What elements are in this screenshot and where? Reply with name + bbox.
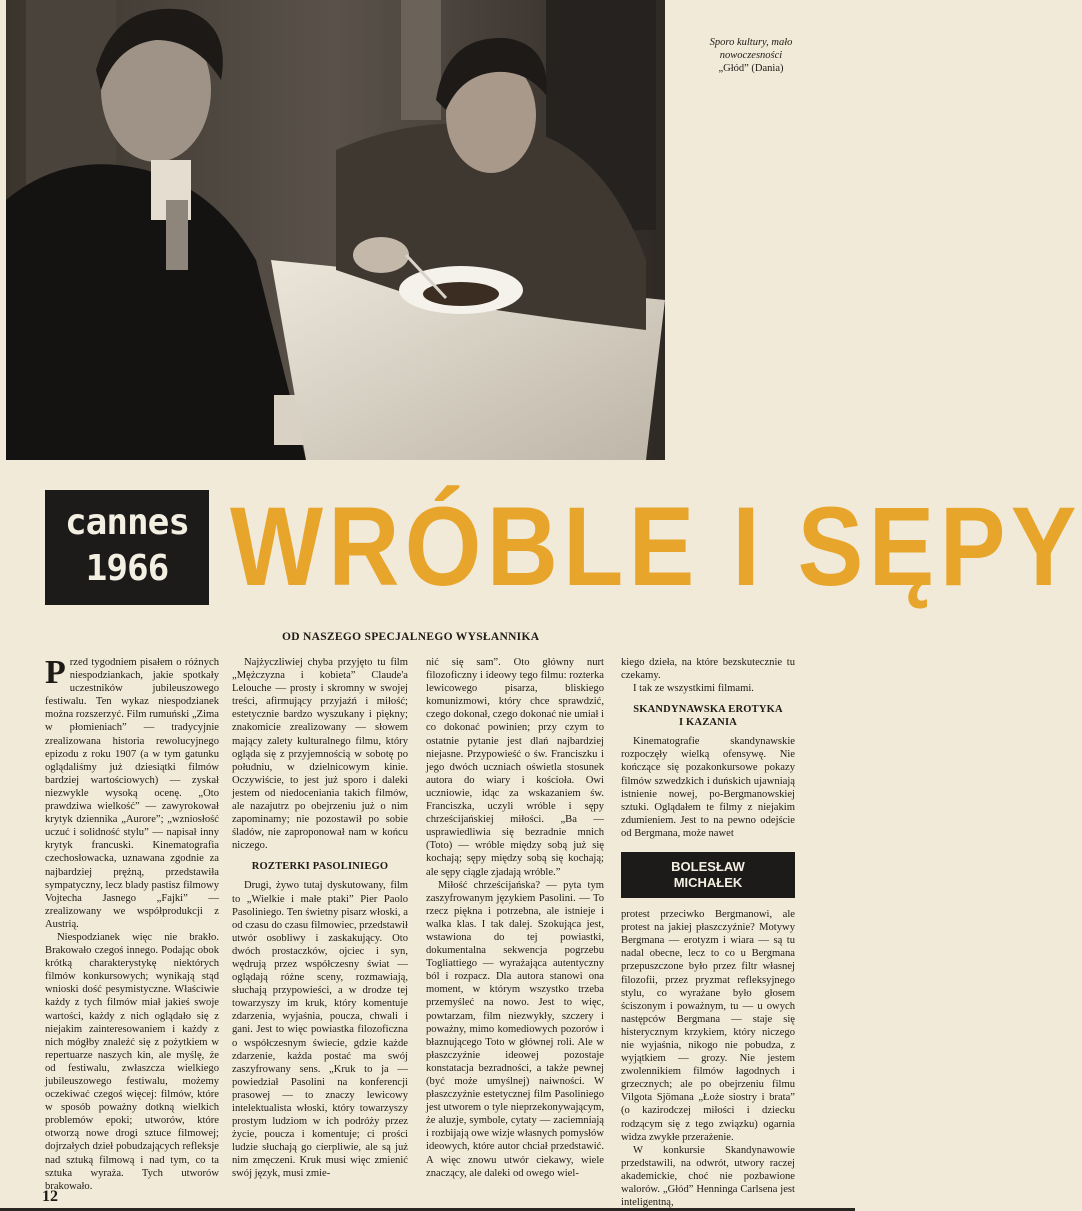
film-still-image — [6, 0, 665, 460]
paragraph-text: rzed tygodniem pisałem o różnych niespodziankach, jakie spotkały uczestników jubileuszowego festiwalu. Ten wykaz niespodzianek można rozszerzyć. Film rumuński „Zima w płomieniach” — tradycyjnie zrealizowana historia rewolucyjnego epizodu z roku 1907 (a w tym gatunku oglądaliśmy już dziesiątki filmów bardziej wartościowych) — zyskał niezwykle wysoką ocenę. „Oto prawdziwa wielkość” — zawyrokował krytyk dziennika „Aurore”; „wzniosłość uczuć i solidność stylu” — napisał inny krytyk francuski. Kinematografia czechosłowacka, uznawana zgodnie za najbardziej prężną, przedstawiła sympatyczny, lecz blady pastisz filmowy Vojtecha Jasnego „Fajki” — zrealizowany we współprodukcji z Austrią. — [45, 657, 219, 930]
paragraph: Drugi, żywo tutaj dyskutowany, film to „Wielkie i małe ptaki” Pier Paolo Pasoliniego. Ten świetny pisarz włoski, a od czasu do czasu filmowiec, przedstawił utwór osobliwy i zaskakujący. Oto dwóch prostaczków, ojciec i syn, wędrują przez współczesny świat — oglądają różne sceny, rozmawiają, słuchają przypowieści, a w drodze tej towarzyszy im kruk, który komentuje zdarzenia, wyjaśnia, poucza, chwali i gani. Jest to więc powiastka filozoficzna o współczesnym świecie, gdzie każde zdarzenie, każda postać ma swój zaszyfrowany sens. „Kruk to ja — powiedział Pasolini na konferencji prasowej — to znaczy lewicowy intelektualista włoski, który towarzyszy prostym ludziom w ich podróży przez życie, poucza i komentuje; ci prości ludzie słuchają go cierpliwie, ale są już nim zmęczeni. Kruk musi więc zmienić swój język, musi zmie- — [232, 880, 408, 1180]
author-byline — [621, 852, 795, 898]
page-number: 12 — [42, 1188, 58, 1205]
article-column-2 — [232, 656, 408, 1181]
headline-text: WRÓBLE I SĘPY — [230, 484, 1082, 609]
paragraph: I tak ze wszystkimi filmami. — [633, 683, 754, 695]
paragraph: protest przeciwko Bergmanowi, ale protest na jakiej płaszczyźnie? Motywy Bergmana — erotyzm i wiara — są tu nadal obecne, lecz to co u Bergmana przepuszczone było przez filtr własnej filozofii, przez pryzmat refleksyjnego stylu, co wyrażane było głosem ściszonym i poważnym, tu — u owych następców Bergmana — staje się histerycznym krzykiem, który niczego nie wyjaśnia, nikogo nie pobudza, z wyjątkiem — grozy. Nie jestem zwolennikiem filmów łagodnych i grzecznych; ale po obejrzeniu filmu Vilgota Sjömana „Łoże siostry i brata” (o kazirodczej miłości i dziecku rodzącym się z tego związku) ogarnia widza zwykłe przerażenie. — [621, 909, 795, 1143]
paragraph: Miłość chrześcijańska? — pyta tym zaszyfrowanym językiem Pasolini. — To rzecz piękna i potrzebna, ale istnieje i walka klas. I tak dalej. Szokująca jest, wstawiona do tej powiastki, dokumentalna sekwencja pogrzebu Togliattiego — wyrażająca autentyczny ból i rozpacz. Dla autora stanowi ona moment, w którym wszystko trzeba przemyśleć na nowo. Jest to więc, powtarzam, film niezwykły, szczery i poważny, mimo komediowych pozorów i błaznującego Toto w głównej roli. Ale w płaszczyźnie ideowej pozostaje konstatacja bezradności, a także pewnej (być może umyślnej) naiwności. W płaszczyźnie estetycznej film Pasoliniego jest utworem o tyle nieprzekonywającym, że aluzje, symbole, cytaty — zaciemniają i rozbijają owe wizje własnych pomysłów ideowych, które autor chciał przedstawić. A więc znowu utwór ciekawy, wiele znaczący, ale daleki od owego wiel- — [426, 879, 604, 1179]
film-still-photo — [6, 0, 665, 460]
section-heading — [621, 703, 795, 729]
section-heading: ROZTERKI PASOLINIEGO — [251, 861, 389, 873]
caption-line-1: Sporo kultury, mało — [709, 37, 793, 48]
section-heading-line-2: I KAZANIA — [678, 717, 738, 729]
section-heading-line-1: SKANDYNAWSKA EROTYKA — [633, 704, 783, 716]
paragraph: kiego dzieła, na które bezskutecznie tu czekamy. — [621, 657, 795, 682]
paragraph: Niespodzianek więc nie brakło. Brakowało czegoś innego. Podając obok krótką charakterystykę niektórych filmów konkursowych; wynikają stąd wnioski dość pesymistyczne. Właściwie każdy z tych filmów miał jakieś swoje wartości, każdy z nich oglądało się z niejakim zainteresowaniem i każdy z nich mógłby znaleźć się z pożytkiem w repertuarze naszych kin, ale myślę, że od festiwalu, zwłaszcza wielkiego jubileuszowego festiwalu, możemy oczekiwać czegoś więcej: filmów, które w sposób poważny dotkną wielkich problemów epoki; utworów, które otworzą nowe drogi sztuce filmowej; dojrzałych dzieł pobudzających refleksje nad sztuką filmową i nad tym, co ta sztuka wyraża. Tych utworów brakowało. — [45, 931, 219, 1192]
paragraph: Najżyczliwiej chyba przyjęto tu film „Mężczyzna i kobieta” Claude'a Lelouche — prosty i skromny w swojej treści, afirmujący przyjaźń i miłość; estetycznie bardzo wyszukany i piękny; znakomicie zrealizowany — słowem mający zalety kulturalnego filmu, który ogląda się z przyjemnością w sobotę po południu, w dzielnicowym kinie. Oczywiście, to jest już sporo i daleki jestem od niedoceniania takich filmów, ale nazajutrz po obejrzeniu już o nim zapominamy; nie pozostawił po sobie śladów, nie zaproponował nam w końcu niczego. — [232, 657, 408, 852]
subtitle: OD NASZEGO SPECJALNEGO WYSŁANNIKA — [282, 631, 540, 643]
article-column-1 — [45, 656, 219, 1193]
caption-line-3: „Głód” (Dania) — [718, 63, 784, 74]
kicker-line-2: 1966 — [85, 548, 169, 589]
paragraph: Kinematografie skandynawskie rozpoczęły wielką ofensywę. Nie kończące się pozakonkursowe pokazy filmów szwedzkich i duńskich ujawniają istnienie nowej, po-Bergmanowskiej sztuki. Oglądałem te filmy z niejakim zdumieniem. Jest to na pewno odejście od Bergmana, może nawet — [621, 736, 795, 839]
caption-line-2: nowoczesności — [719, 50, 783, 61]
cannes-1966-badge — [45, 490, 209, 605]
paragraph — [45, 656, 219, 931]
article-column-3 — [426, 656, 604, 1180]
photo-caption — [676, 36, 826, 75]
paragraph: nić się sam”. Oto główny nurt filozoficzny i ideowy tego filmu: rozterka lewicowego pisarza, bliskiego komunizmowi, który chce sprawdzić, czego dokonał, czego dokonać nie umiał i co dokonać powinien; przy czym to ostatnie pytanie jest dlań najbardziej niejasne. Przypowieść o św. Franciszku i jego dwóch uczniach oświetla stosunek autora do wiary i kościoła. Owi uczniowie, idąc za wskazaniem św. Franciszka, uczyli wróble i sępy chrześcijańskiej miłości. „Ba — usprawiedliwia się bezradnie mnich (Toto) — wróble między sobą już się kochają; sępy między sobą się kochają; ale sępy ciągle zjadają wróble.” — [426, 657, 604, 878]
article-column-4 — [621, 656, 795, 1209]
headline — [230, 482, 1082, 612]
kicker-line-1: cannes — [64, 502, 190, 543]
paragraph: W konkursie Skandynawowie przedstawili, na odwrót, utwory raczej akademickie, choć nie pozbawione walorów. „Głód” Henninga Carlsena jest inteligentną, — [621, 1144, 795, 1209]
byline-line-2: MICHAŁEK — [673, 875, 743, 891]
byline-line-1: BOLESŁAW — [671, 859, 745, 875]
drop-cap: P — [45, 654, 66, 691]
